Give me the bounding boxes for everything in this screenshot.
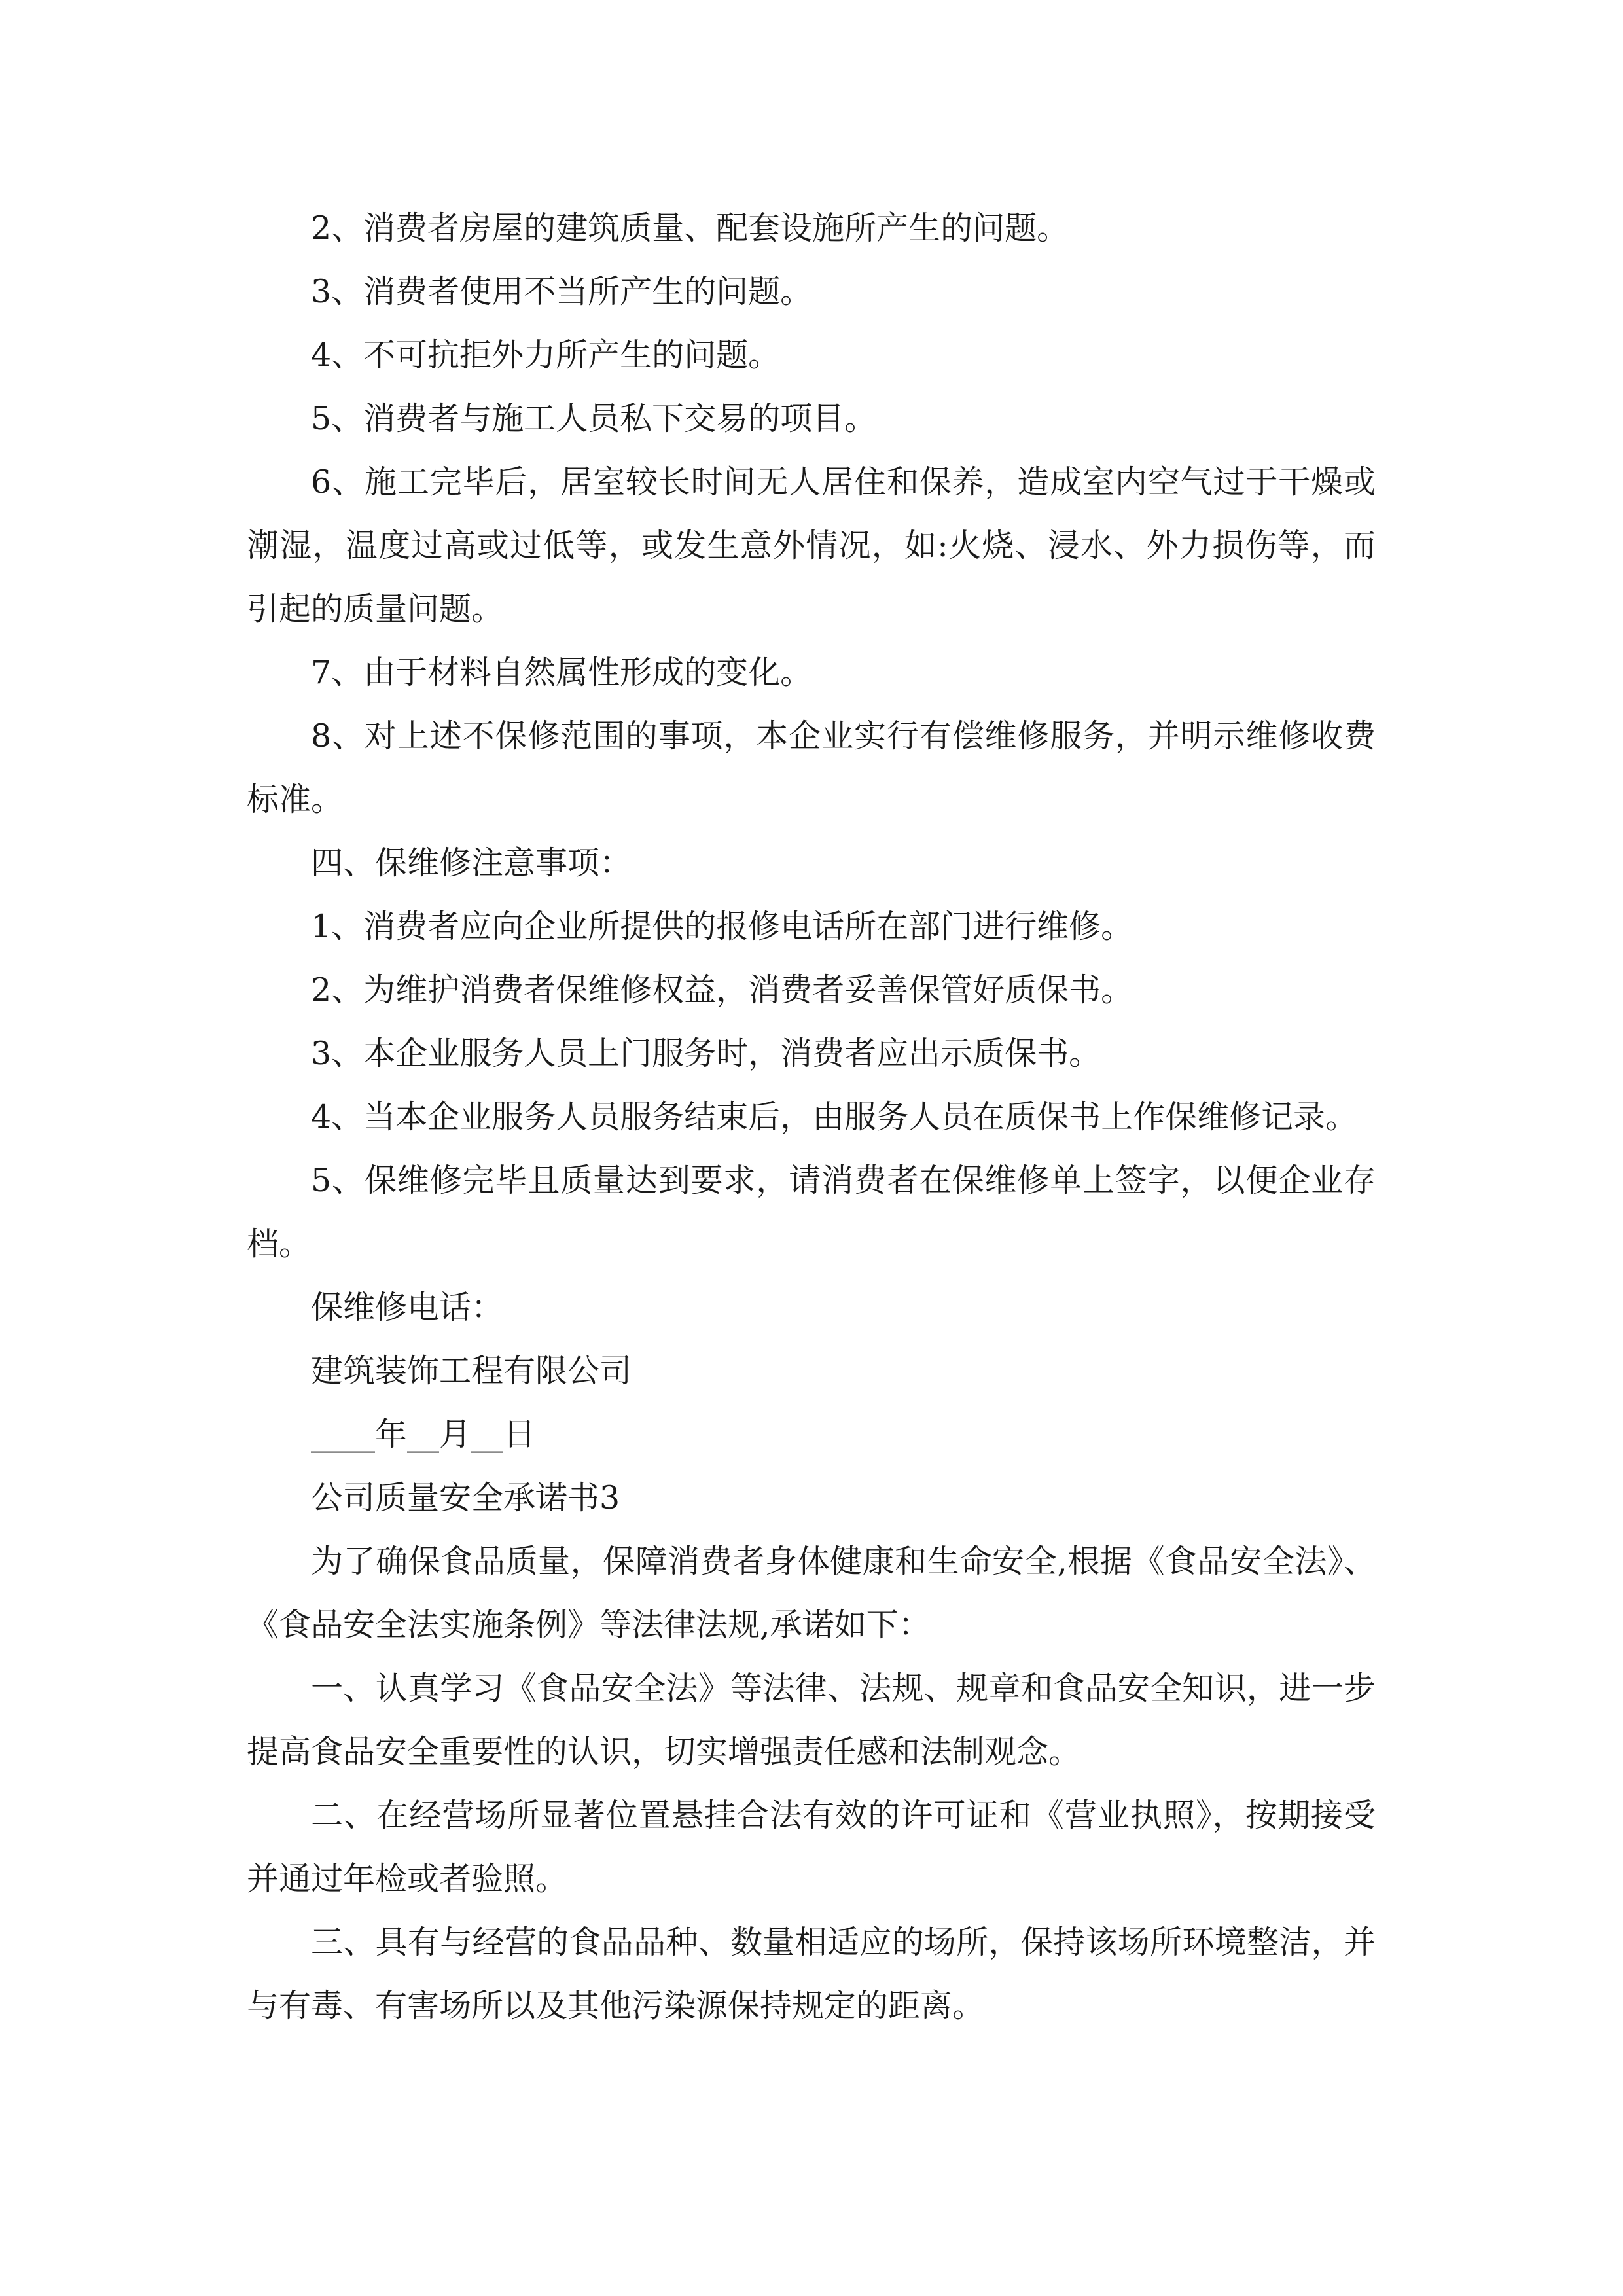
paragraph-note-5: 5、保维修完毕且质量达到要求，请消费者在保维修单上签字，以便企业存档。 — [247, 1162, 1376, 1263]
paragraph-exclusion-4: 4、不可抗拒外力所产生的问题。 — [311, 336, 781, 374]
paragraph-exclusion-7: 7、由于材料自然属性形成的变化。 — [311, 654, 813, 691]
paragraph-intro: 为了确保食品质量，保障消费者身体健康和生命安全,根据《食品安全法》、《食品安全法实施条例》等法律法规,承诺如下： — [247, 1543, 1376, 1643]
date-line: ____年__月__日 — [311, 1416, 536, 1453]
document-body — [247, 196, 1376, 2037]
paragraph-commitment-3: 三、具有与经营的食品品种、数量相适应的场所，保持该场所环境整洁，并与有毒、有害场所以及其他污染源保持规定的距离。 — [247, 1924, 1376, 2024]
section-title-commitment-3: 公司质量安全承诺书3 — [311, 1479, 620, 1516]
repair-phone-line: 保维修电话： — [311, 1289, 504, 1326]
paragraph-exclusion-2: 2、消费者房屋的建筑质量、配套设施所产生的问题。 — [311, 209, 1069, 247]
paragraph-note-4: 4、当本企业服务人员服务结束后，由服务人员在质保书上作保维修记录。 — [311, 1098, 1358, 1136]
company-name: 建筑装饰工程有限公司 — [311, 1352, 632, 1390]
paragraph-exclusion-8: 8、对上述不保修范围的事项，本企业实行有偿维修服务，并明示维修收费标准。 — [247, 717, 1376, 818]
paragraph-commitment-1: 一、认真学习《食品安全法》等法律、法规、规章和食品安全知识，进一步提高食品安全重要性的认识，切实增强责任感和法制观念。 — [247, 1670, 1376, 1770]
paragraph-exclusion-3: 3、消费者使用不当所产生的问题。 — [311, 273, 813, 310]
section-heading-notes: 四、保维修注意事项： — [311, 844, 632, 882]
paragraph-commitment-2: 二、在经营场所显著位置悬挂合法有效的许可证和《营业执照》，按期接受并通过年检或者验照。 — [247, 1797, 1376, 1897]
paragraph-note-1: 1、消费者应向企业所提供的报修电话所在部门进行维修。 — [311, 908, 1133, 945]
paragraph-note-3: 3、本企业服务人员上门服务时，消费者应出示质保书。 — [311, 1035, 1101, 1072]
paragraph-exclusion-6: 6、施工完毕后，居室较长时间无人居住和保养，造成室内空气过于干燥或潮湿，温度过高或过低等，或发生意外情况，如:火烧、浸水、外力损伤等，而引起的质量问题。 — [247, 463, 1376, 628]
paragraph-note-2: 2、为维护消费者保维修权益，消费者妥善保管好质保书。 — [311, 971, 1133, 1009]
paragraph-exclusion-5: 5、消费者与施工人员私下交易的项目。 — [311, 400, 877, 437]
